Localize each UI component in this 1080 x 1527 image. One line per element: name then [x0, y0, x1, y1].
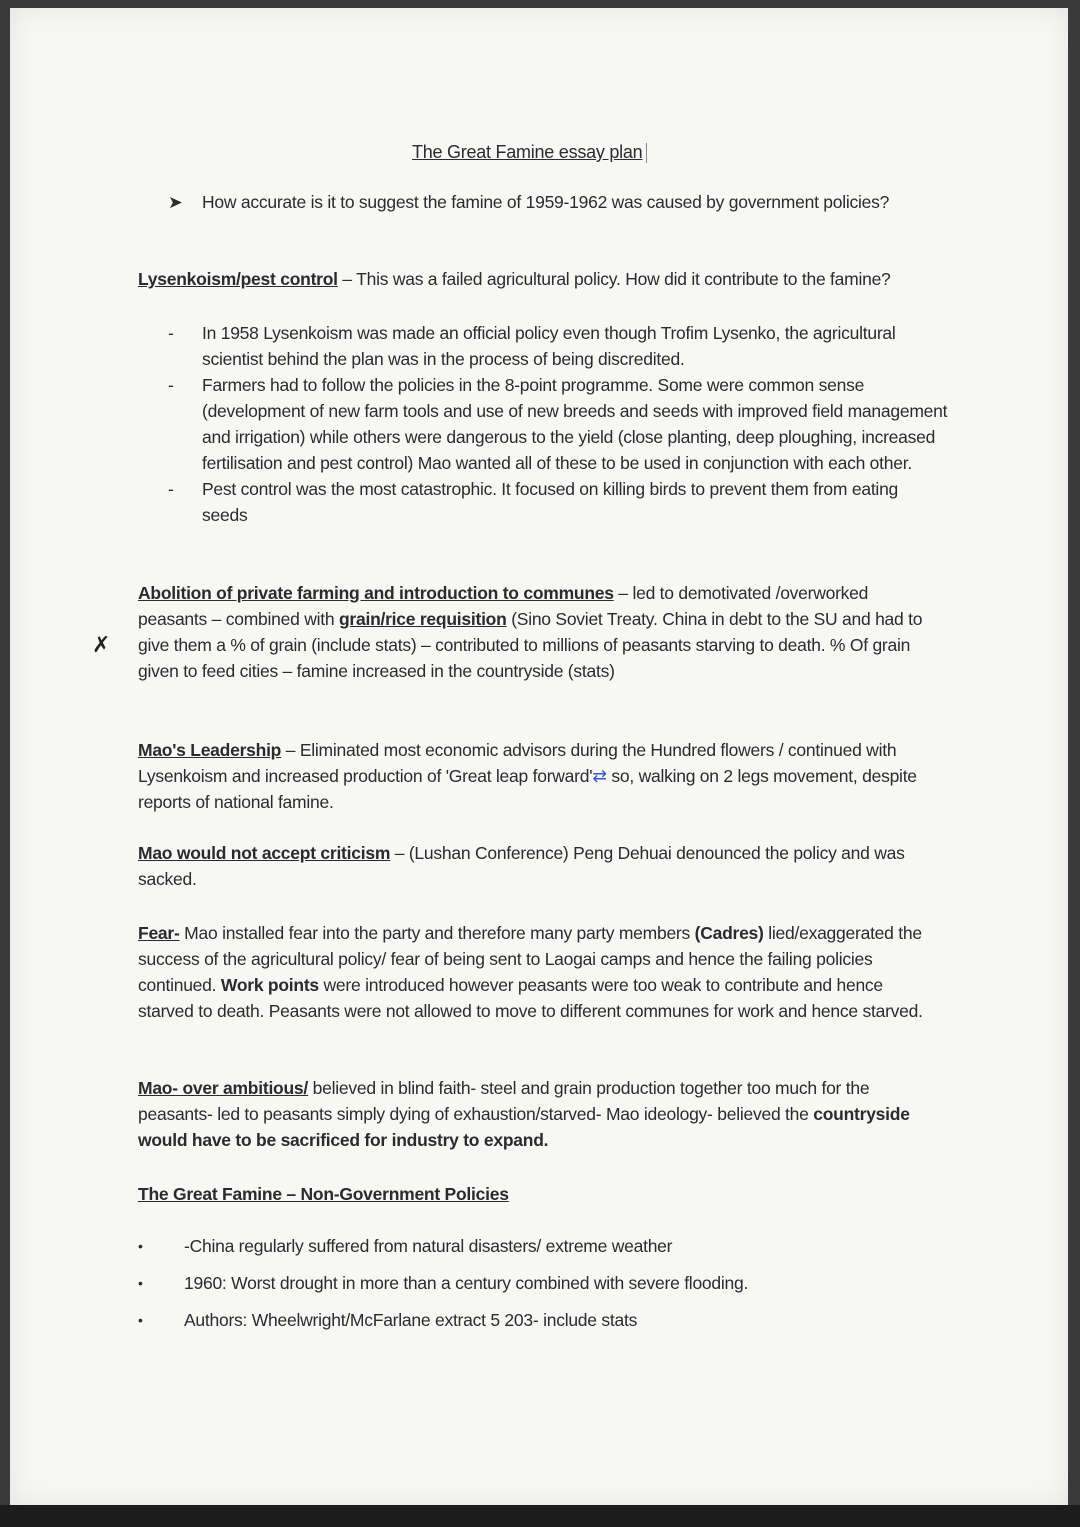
margin-star-mark-icon: ✗	[92, 632, 111, 657]
list-item-text: Pest control was the most catastrophic. It focused on killing birds to prevent them from eating seeds	[202, 479, 899, 525]
list-item-text: In 1958 Lysenkoism was made an official policy even though Trofim Lysenko, the agricultural scientist behind the plan was in the process of being discredited.	[202, 323, 896, 369]
lysenkoism-points	[168, 320, 948, 528]
section-fear	[138, 920, 938, 1024]
list-item	[168, 476, 948, 528]
section-text: believed in blind faith- steel and grain production together too much for the peasants- led to peasants simply dying of exhaustion/starved- Mao ideology- believed the	[138, 1078, 870, 1124]
bullet-dot: •	[138, 1312, 143, 1328]
section-text: were introduced however peasants were too weak to contribute and hence starved to death. Peasants were not allowed to move to different communes for work and hence starved.	[138, 975, 923, 1021]
section-text: – This was a failed agricultural policy. How did it contribute to the famine?	[337, 269, 891, 289]
list-item	[168, 320, 948, 372]
non-government-points	[138, 1228, 938, 1339]
section-heading: Mao would not accept criticism	[138, 843, 391, 863]
dash-bullet: -	[168, 323, 174, 343]
document-title	[412, 139, 647, 165]
list-item-text: 1960: Worst drought in more than a century combined with severe flooding.	[184, 1273, 749, 1293]
list-item	[138, 1302, 938, 1339]
section-heading: Lysenkoism/pest control	[138, 269, 338, 289]
list-item	[138, 1228, 938, 1265]
section-heading: The Great Famine – Non-Government Policies	[138, 1184, 509, 1204]
section-abolition	[138, 580, 938, 684]
section-text: lied/exaggerated the success of the agricultural policy/ fear of being sent to Laogai camps and hence the failing policies continued.	[138, 923, 922, 995]
dash-bullet: -	[168, 375, 174, 395]
text-cursor	[646, 143, 647, 163]
dash-bullet: -	[168, 479, 174, 499]
section-non-government	[138, 1181, 938, 1207]
list-item-text: -China regularly suffered from natural disasters/ extreme weather	[184, 1236, 673, 1256]
section-heading: Abolition of private farming and introduction to communes	[138, 583, 614, 603]
section-subheading: grain/rice requisition	[338, 609, 507, 629]
bullet-dot: •	[138, 1275, 143, 1291]
section-text: so, walking on 2 legs movement, despite reports of national famine.	[138, 766, 917, 812]
list-item-text: Farmers had to follow the policies in the 8-point programme. Some were common sense (development of new farm tools and use of new breeds and seeds with improved field management and irrigation) while others were dangerous to the yield (close planting, deep ploughing, increased fertilisation and pest control) Mao wanted all of these to be used in conjunction with each other.	[202, 375, 948, 473]
list-item	[138, 1265, 938, 1302]
section-lysenkoism	[138, 266, 938, 292]
edit-mark-icon: ⇄	[592, 766, 607, 786]
section-text: (Sino Soviet Treaty. China in debt to the SU and had to give them a % of grain (include stats) – contributed to millions of peasants starving to death. % Of grain given to feed cities – famine increased in the countryside (stats)	[138, 609, 923, 681]
section-ambition	[138, 1075, 948, 1153]
section-text: – Eliminated most economic advisors during the Hundred flowers / continued with Lysenkoism and increased production of 'Great leap forward'	[138, 740, 897, 786]
list-item	[168, 372, 948, 476]
section-heading: Mao- over ambitious/	[138, 1078, 309, 1098]
bold-text: Work points	[220, 975, 319, 995]
section-leadership	[138, 737, 938, 815]
section-text: – led to demotivated /overworked peasants – combined with	[138, 583, 869, 629]
arrow-bullet-icon: ➤	[168, 192, 183, 212]
section-criticism	[138, 840, 938, 892]
section-text: – (Lushan Conference) Peng Dehuai denounced the policy and was sacked.	[138, 843, 905, 889]
section-heading: Fear-	[138, 923, 180, 943]
section-heading: Mao's Leadership	[138, 740, 282, 760]
photo-edge	[0, 1505, 1080, 1527]
essay-question	[168, 189, 928, 215]
question-text: How accurate is it to suggest the famine of 1959-1962 was caused by government policies?	[202, 192, 890, 212]
section-text: Mao installed fear into the party and therefore many party members	[179, 923, 695, 943]
title-text: The Great Famine essay plan	[412, 142, 643, 162]
bullet-dot: •	[138, 1238, 143, 1254]
bold-text: countryside would have to be sacrificed for industry to expand.	[138, 1104, 910, 1150]
bold-text: (Cadres)	[694, 923, 764, 943]
list-item-text: Authors: Wheelwright/McFarlane extract 5 203- include stats	[184, 1310, 638, 1330]
